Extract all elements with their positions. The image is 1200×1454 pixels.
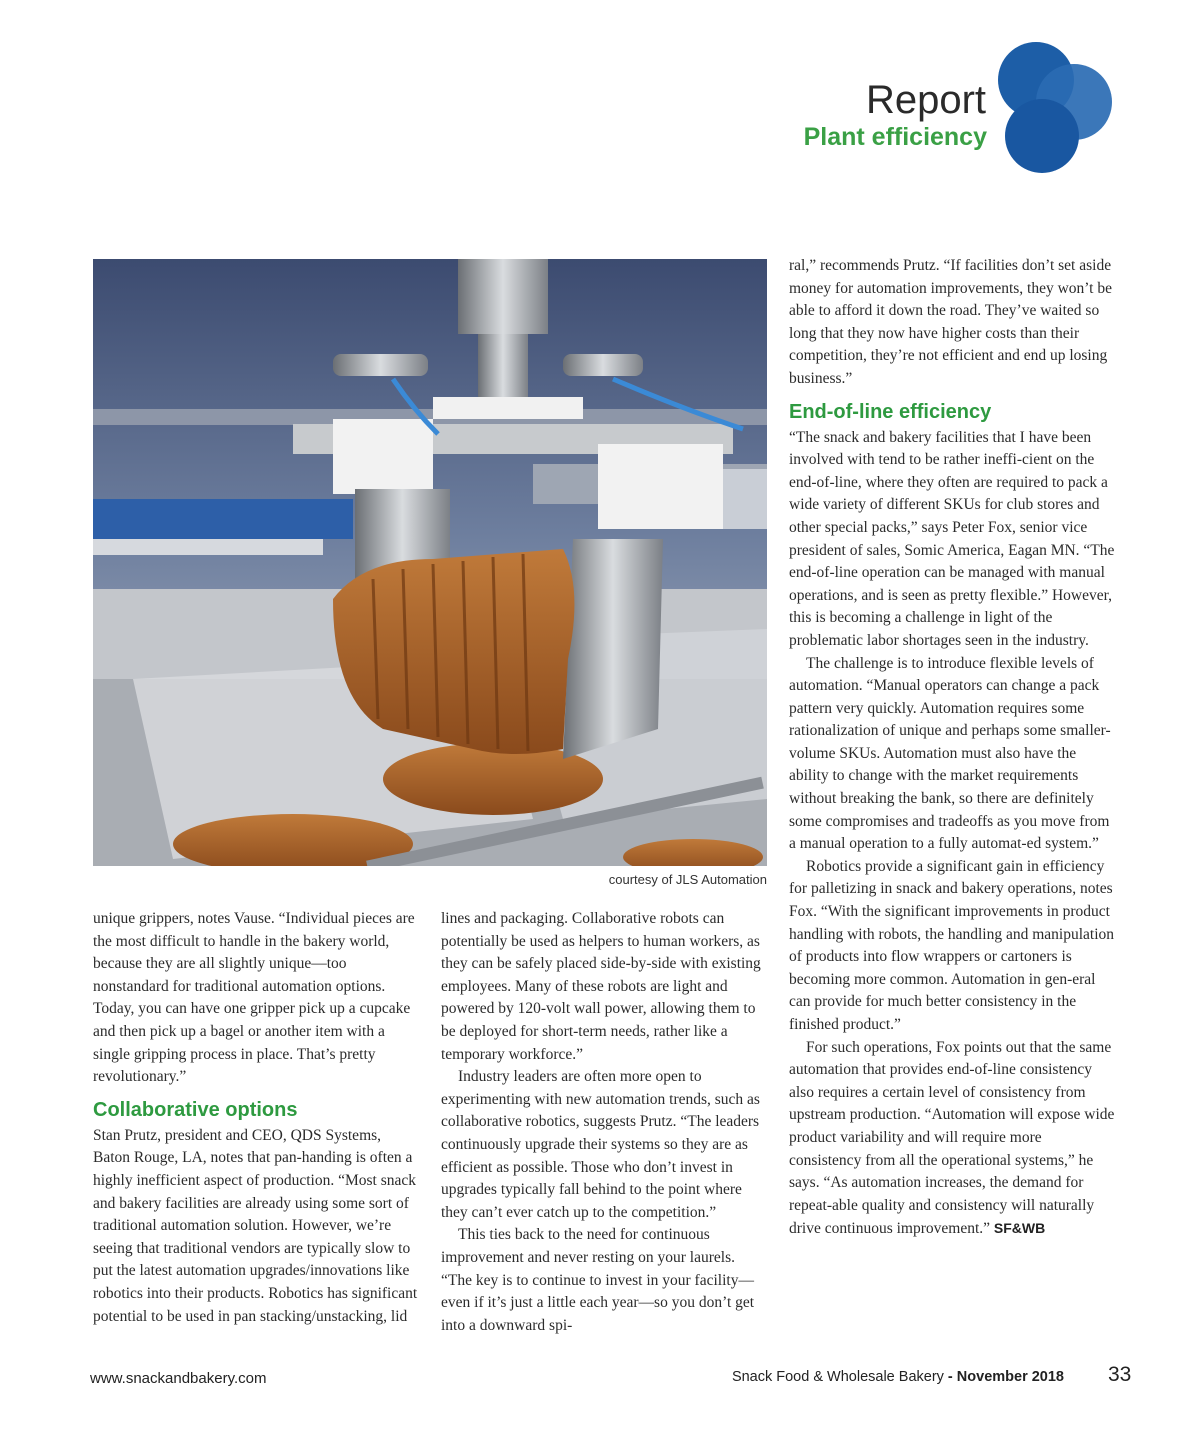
paragraph: Robotics provide a significant gain in efficiency for palletizing in snack and bakery operations, notes Fox. “With the significant improvements in product handling with robots, the handling and manipulation of products into flow wrappers or cartoners is becoming more common. Automation in gen-eral can provide for much better consistency in the finished product.” (789, 857, 1115, 1033)
paragraph: Stan Prutz, president and CEO, QDS Systems, Baton Rouge, LA, notes that pan-handing is often a highly inefficient aspect of production. “Most snack and bakery facilities are already using some sort of traditional automation solution. However, we’re seeing that traditional vendors are typically slow to put the latest automation upgrades/innovations like robotics into their products. Robotics has significant potential to be used in pan stacking/unstacking, lid (93, 1126, 418, 1325)
robot-gripper-bread-illustration (93, 259, 767, 866)
magazine-name: Snack Food & Wholesale Bakery (731, 1369, 944, 1385)
paragraph (789, 1037, 1115, 1241)
photo-caption: courtesy of JLS Automation (608, 872, 767, 887)
section-subtitle: Plant efficiency (803, 123, 987, 151)
article-column-3 (789, 255, 1115, 1241)
paragraph: Industry leaders are often more open to experimenting with new automation trends, such as collaborative robotics, suggests Prutz. “The leaders continuously upgrade their systems so they are as efficient as possible. Those who don’t invest in upgrades typically fall behind to the point where they can’t ever catch up to the competition.” (441, 1068, 760, 1221)
paragraph: This ties back to the need for continuous improvement and never resting on your laurels. “The key is to continue to invest in your facility—even if it’s just a little each year—so you don’t get into a downward spi- (441, 1226, 755, 1334)
subheading-end-of-line-efficiency: End-of-line efficiency (789, 400, 992, 423)
paragraph: The challenge is to introduce flexible levels of automation. “Manual operators can change a pack pattern very quickly. Automation requires some rationalization of unique and perhaps some smaller-volume SKUs. Automation must also have the ability to change with the market requirements without breaking the bank, so there are definitely some compromises and tradeoffs as you move from a manual operation to a fully automat-ed system.” (789, 654, 1111, 853)
issue-date: November 2018 (956, 1369, 1064, 1385)
footer-publication (732, 1369, 1064, 1385)
article-column-2 (441, 908, 767, 1337)
paragraph: unique grippers, notes Vause. “Individual pieces are the most difficult to handle in the bakery world, because they are all slightly unique—too nonstandard for traditional automation options. Today, you can have one gripper pick up a cupcake and then pick up a bagel or another item with a single gripping process in place. That’s pretty revolutionary.” (93, 910, 415, 1086)
article-signoff: SF&WB (993, 1220, 1046, 1237)
page-number: 33 (1108, 1363, 1132, 1386)
paragraph: ral,” recommends Prutz. “If facilities don’t set aside money for automation improvements, they won’t be able to afford it down the road. They’ve waited so long that they now have higher costs than their competition, they’re not efficient and end up losing business.” (789, 257, 1112, 387)
article-column-1 (93, 908, 419, 1328)
paragraph: “The snack and bakery facilities that I have been involved with tend to be rather ineffi-cient on the end-of-line, where they often are required to pack a wide variety of different SKUs for club stores and other special packs,” says Peter Fox, senior vice president of sales, Somic America, Eagan MN. “The end-of-line operation can be managed with manual operations, and is seen as pretty flexible.” However, this is becoming a challenge in light of the problematic labor shortages seen in the industry. (789, 428, 1115, 649)
report-logo-circles (996, 40, 1114, 174)
footer-url[interactable]: www.snackandbakery.com (90, 1370, 267, 1387)
paragraph-text: For such operations, Fox points out that the same automation that provides end-of-line consistency also requires a certain level of consistency from upstream production. “Automation will expose wide product variability and will require more consistency from all the operational systems,” he says. “As automation increases, the demand for repeat-able quality and consistency will naturally drive continuous improvement.” (789, 1038, 1115, 1238)
paragraph: lines and packaging. Collaborative robots can potentially be used as helpers to human workers, as they can be safely placed side-by-side with existing employees. Many of these robots are light and powered by 120-volt wall power, allowing them to be deployed for short-term needs, rather like a temporary workforce.” (441, 910, 761, 1063)
subheading-collaborative-options: Collaborative options (93, 1098, 298, 1121)
section-title: Report (865, 78, 986, 122)
separator: - (943, 1369, 957, 1385)
article-photo (93, 259, 767, 866)
